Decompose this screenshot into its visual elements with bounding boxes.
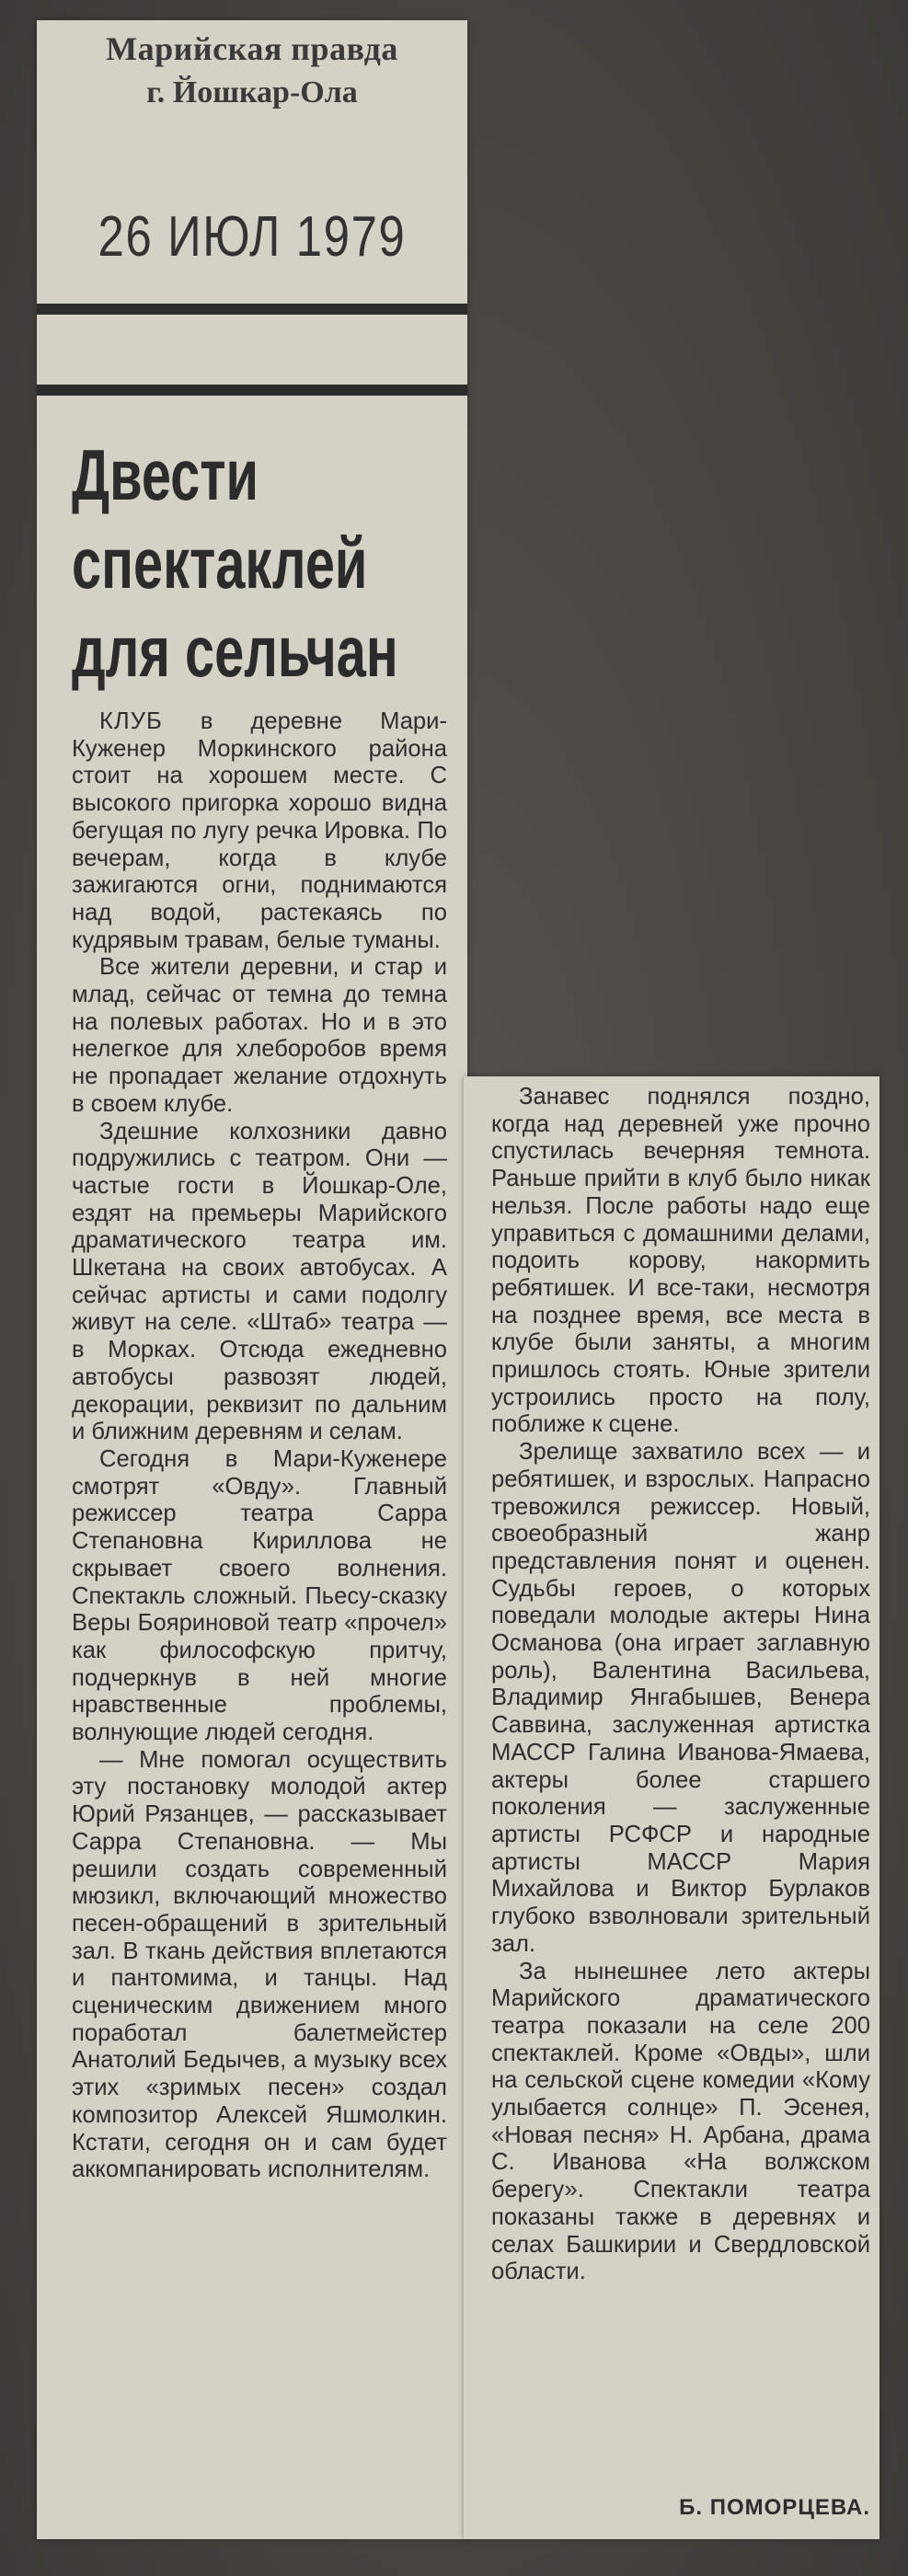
- newspaper-name: Марийская правда: [106, 30, 398, 67]
- paragraph-text: в деревне Мари-Кужeнер Моркинского района стоит на хорошем месте. С высокого пригорка хорошо видна бегущая по лугу речка Ировка. По вечерам, когда в клубе зажигаются огни, поднимаются над водой, растекаясь по кудрявым травам, белые туманы.: [72, 708, 447, 953]
- paragraph: Все жители деревни, и стар и млад, сейчас от темна до темна на полевых работах. Но и в это нелегкое для хлеборобов время не пропадает желание отдохнуть в своем клубе.: [72, 954, 447, 1117]
- headline-line-3: для сельчан: [72, 611, 398, 692]
- paragraph: — Мне помогал осуществить эту постановку молодой актер Юрий Рязанцев, — рассказывает Сарра Степановна. — Мы решили создать современный мюзикл, включающий множество песен-обращений в зрительный зал. В ткань действия вплетаются и пантомима, и танцы. Над сценическим движением много поработал балетмейстер Анатолий Бедычев, а музыку всех этих «зримых песен» создал композитор Алексей Яшмолкин. Кстати, сегодня он и сам будет аккомпанировать исполнителям.: [72, 1746, 447, 2183]
- date-stamp: 26 ИЮЛ 1979: [98, 205, 407, 269]
- paragraph: Занавес поднялся поздно, когда над деревней уже прочно спустилась вечерняя темнота. Раньше прийти в клуб было никак нельзя. После работы надо еще управиться с домашними делами, подоить корову, накормить ребятишек. И все-таки, несмотря на позднее время, все места в клубе были заняты, а многим пришлось стоять. Юные зрители устроились просто на полу, поближе к сцене.: [491, 1084, 870, 1438]
- top-rule: [37, 304, 467, 315]
- source-stamp: [37, 26, 467, 114]
- author-byline: Б. ПОМОРЦЕВА.: [679, 2495, 870, 2520]
- article-column-right: [491, 1084, 870, 2286]
- article-column-left: [72, 708, 447, 2184]
- headline-line-1: Двести: [72, 434, 259, 515]
- paragraph: Сегодня в Мари-Кужeнере смотрят «Овду». Главный режиссер театра Сарра Степановна Кириллова не скрывает своего волнения. Спектакль сложный. Пьесу-сказку Веры Бояриновой театр «прочел» как философскую притчу, подчеркнув в ней многие нравственные проблемы, волнующие людей сегодня.: [72, 1445, 447, 1746]
- paragraph: [72, 708, 447, 954]
- newspaper-city: г. Йошкар-Ола: [146, 75, 358, 109]
- article-headline: [72, 431, 398, 696]
- lead-word: КЛУБ: [99, 708, 163, 734]
- paragraph: Зрелище захватило всех — и ребятишек, и взрослых. Напрасно тревожился режиссер. Новый, своеобразный жанр представления понят и оценен. Судьбы героев, о которых поведали молодые актеры Нина Османова (она играет заглавную роль), Валентина Васильева, Владимир Янгабышев, Венера Саввина, заслуженная артистка МАССР Галина Иванова-Ямаева, актеры более старшего поколения — заслуженные артисты РСФСР и народные артисты МАССР Мария Михайлова и Виктор Бурлаков глубоко взволновали зрительный зал.: [491, 1439, 870, 1957]
- paragraph: Здешние колхозники давно подружились с театром. Они — частые гости в Йошкар-Оле, ездят на премьеры Марийского драматического театра им. Шкетана на своих автобусах. А сейчас артисты и сами подолгу живут на селе. «Штаб» театра — в Морках. Отсюда ежедневно автобусы развозят людей, декорации, реквизит по дальним и ближним деревням и селам.: [72, 1118, 447, 1445]
- headline-line-2: спектаклей: [72, 523, 368, 604]
- paragraph: За нынешнее лето актеры Марийского драматического театра показали на селе 200 спектаклей. Кроме «Овды», шли на сельской сцене комедии «Кому улыбается солнце» П. Эсенея, «Новая песня» Н. Арбана, драма С. Иванова «На волжском берегу». Спектакли театра показаны также в деревнях и селах Башкирии и Свердловской области.: [491, 1958, 870, 2285]
- bottom-rule: [37, 385, 467, 396]
